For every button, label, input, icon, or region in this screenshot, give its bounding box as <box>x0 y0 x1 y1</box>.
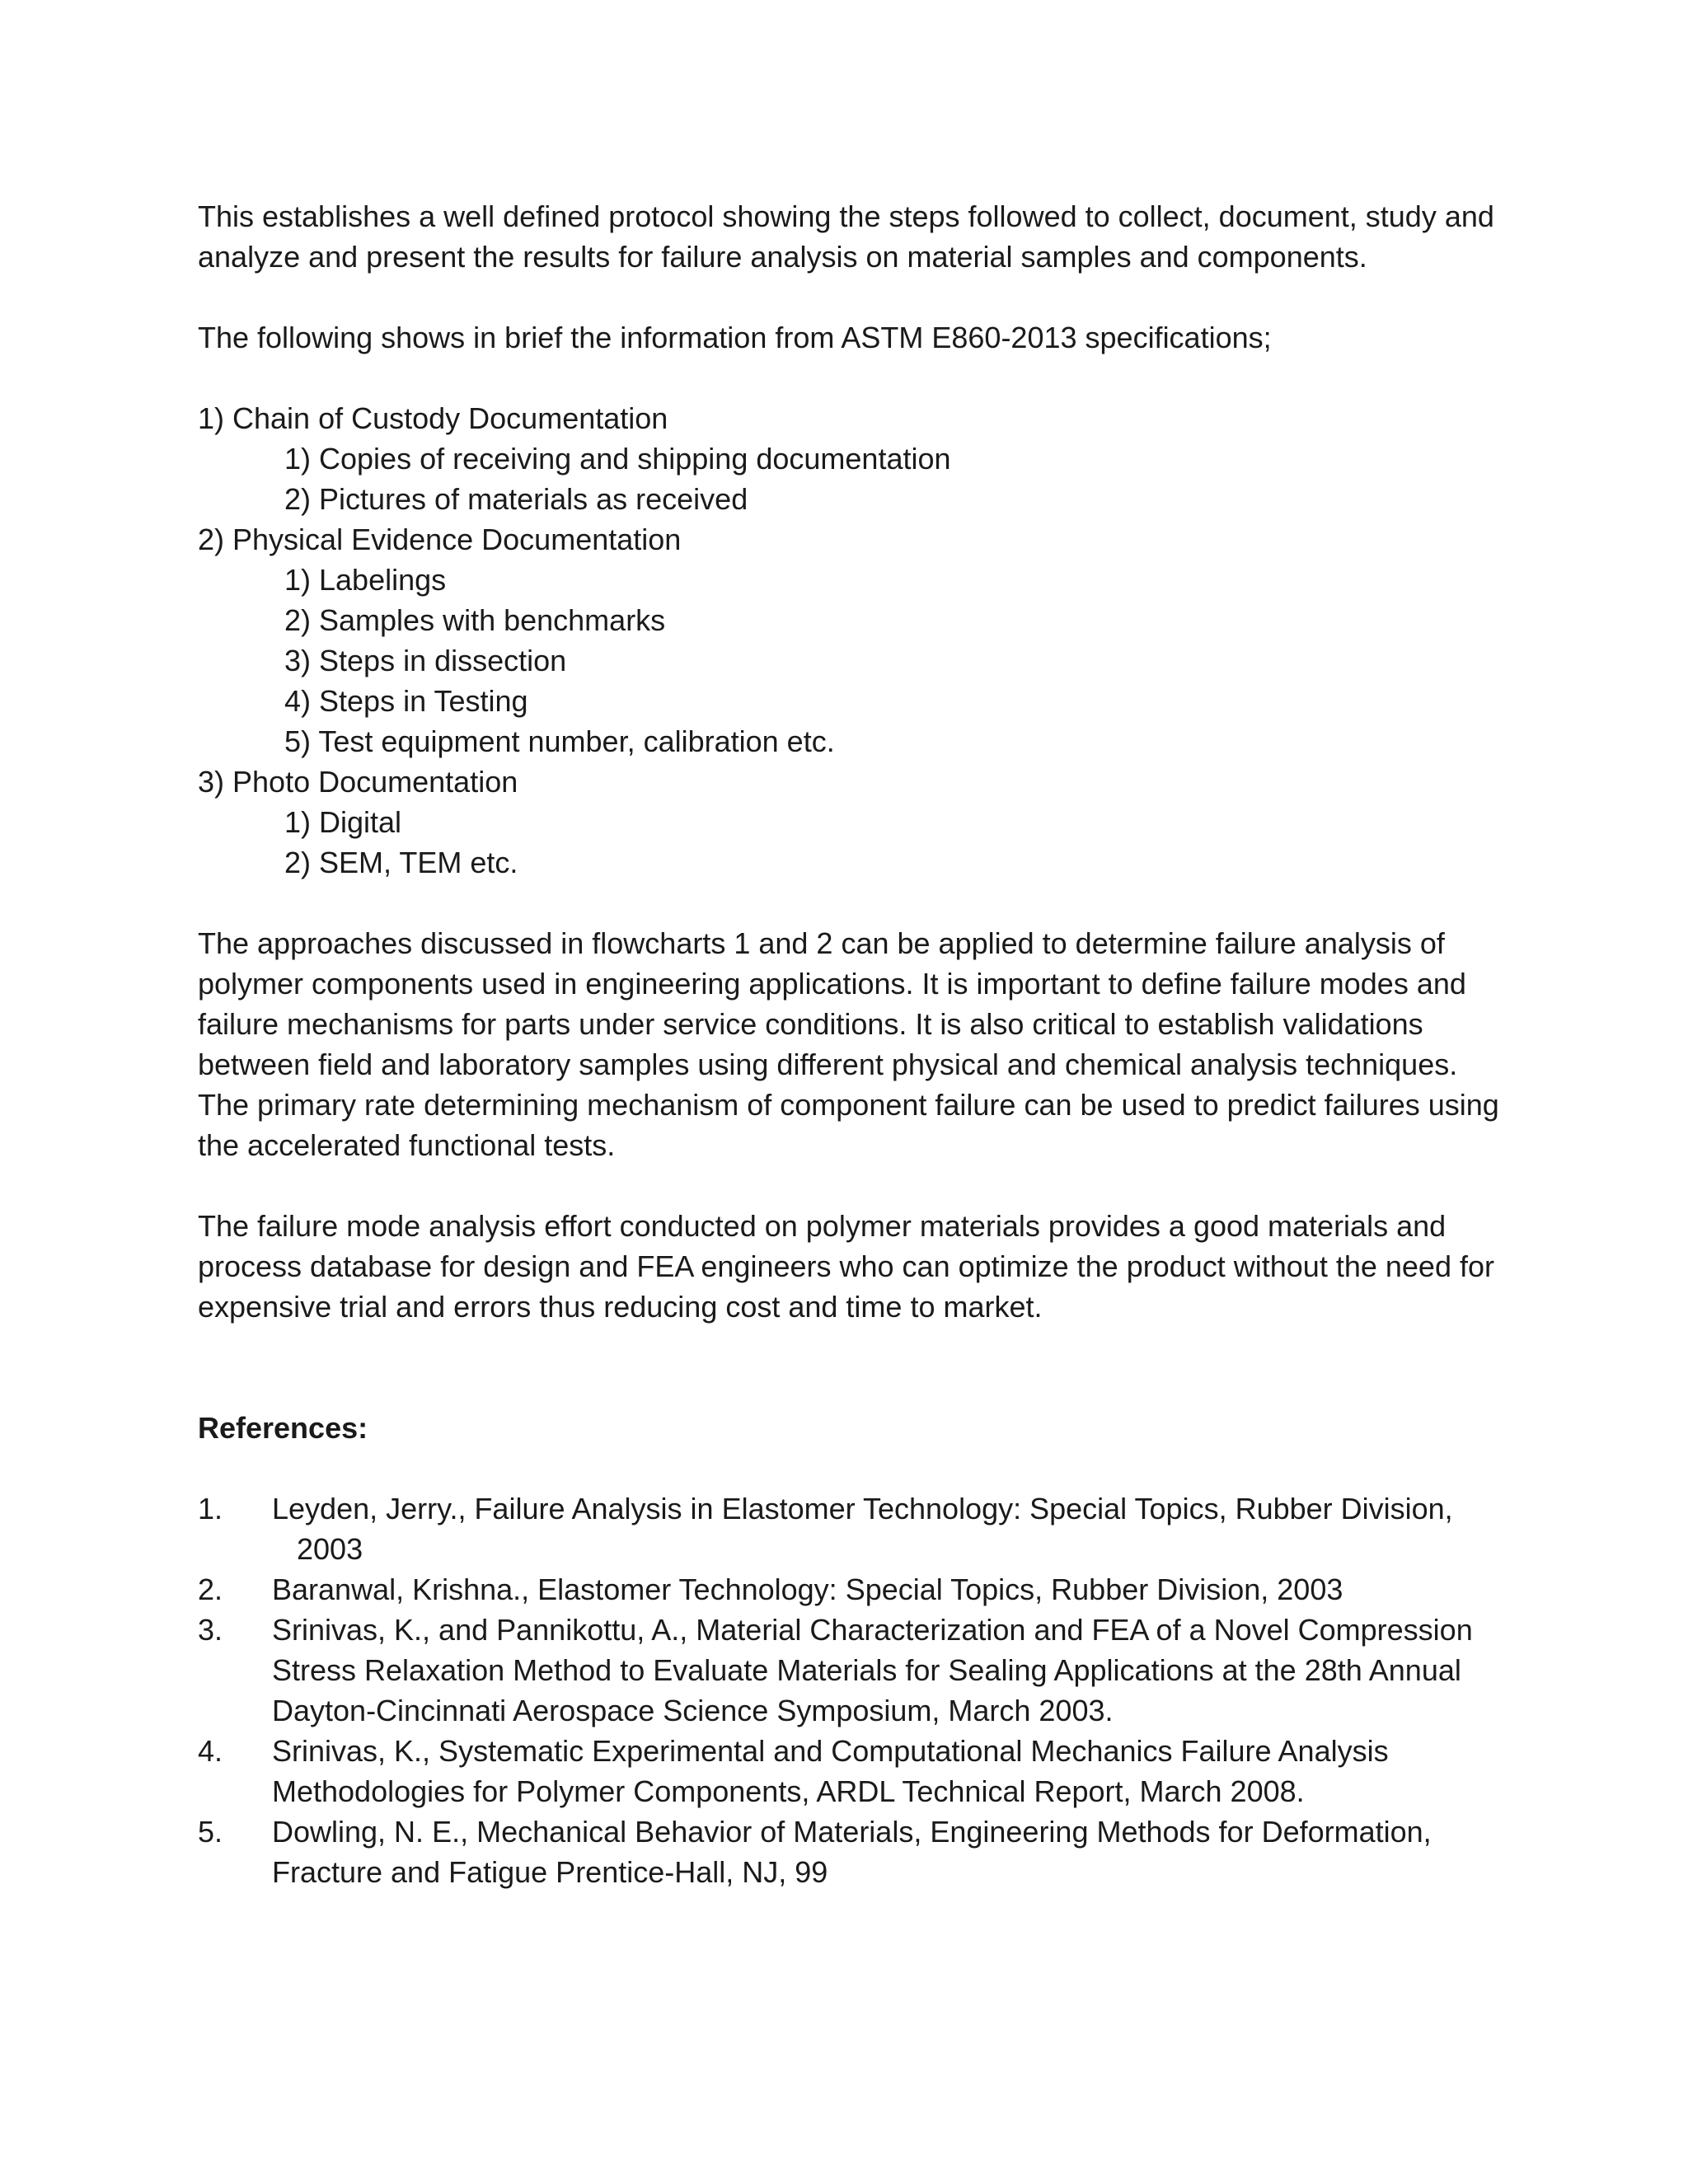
outline-item: 1) Digital <box>284 805 402 839</box>
outline-section-physical-evidence: 2) Physical Evidence Documentation <box>198 523 682 556</box>
references-list <box>198 1488 1500 1892</box>
reference-text: Dowling, N. E., Mechanical Behavior of Materials, Engineering Methods for Deformation, Fracture and Fatigue Prentice-Hall, NJ, 99 <box>272 1815 1432 1889</box>
reference-item <box>198 1610 1500 1731</box>
outline-item: 2) Samples with benchmarks <box>284 603 666 637</box>
outline-item: 5) Test equipment number, calibration etc. <box>284 724 835 758</box>
reference-item <box>198 1488 1500 1569</box>
outline-item: 3) Steps in dissection <box>284 644 567 677</box>
reference-text: Srinivas, K., Systematic Experimental and Computational Mechanics Failure Analysis Methodologies for Polymer Components, ARDL Technical Report, March 2008. <box>272 1734 1389 1808</box>
failure-mode-paragraph: The failure mode analysis effort conducted on polymer materials provides a good materials and process database for design and FEA engineers who can optimize the product without the need for expensive trial and errors thus reducing cost and time to market. <box>198 1209 1494 1324</box>
reference-number: 5. <box>198 1815 223 1849</box>
reference-number: 3. <box>198 1613 223 1647</box>
reference-text: Baranwal, Krishna., Elastomer Technology: Special Topics, Rubber Division, 2003 <box>272 1572 1343 1606</box>
references-heading: References: <box>198 1411 368 1445</box>
outline-item: 2) Pictures of materials as received <box>284 482 748 516</box>
reference-text: Srinivas, K., and Pannikottu, A., Material Characterization and FEA of a Novel Compression Stress Relaxation Method to Evaluate Materials for Sealing Applications at the 28th Annual Dayton-Cincinnati Aerospace Science Symposium, March 2003. <box>272 1613 1473 1727</box>
reference-text: Leyden, Jerry., Failure Analysis in Elastomer Technology: Special Topics, Rubber Division, 2003 <box>272 1492 1453 1566</box>
reference-item <box>198 1811 1500 1892</box>
outline-item: 1) Labelings <box>284 563 447 597</box>
reference-number: 4. <box>198 1734 223 1768</box>
approaches-paragraph: The approaches discussed in flowcharts 1 and 2 can be applied to determine failure analysis of polymer components used in engineering applications. It is important to define failure modes and failure mechanisms for parts under service conditions. It is also critical to establish validations between field and laboratory samples using different physical and chemical analysis techniques. The primary rate determining mechanism of component failure can be used to predict failures using the accelerated functional tests. <box>198 926 1499 1162</box>
reference-number: 1. <box>198 1492 223 1526</box>
outline-item: 2) SEM, TEM etc. <box>284 846 518 879</box>
documentation-outline <box>198 398 1500 883</box>
outline-section-photo: 3) Photo Documentation <box>198 765 518 799</box>
reference-item <box>198 1731 1500 1811</box>
astm-intro: The following shows in brief the information from ASTM E860-2013 specifications; <box>198 321 1272 354</box>
intro-paragraph: This establishes a well defined protocol showing the steps followed to collect, document, study and analyze and present the results for failure analysis on material samples and components. <box>198 199 1494 274</box>
outline-item: 4) Steps in Testing <box>284 684 528 718</box>
outline-section-chain-of-custody: 1) Chain of Custody Documentation <box>198 401 668 435</box>
outline-item: 1) Copies of receiving and shipping documentation <box>284 442 951 476</box>
document-page <box>198 196 1500 1892</box>
reference-number: 2. <box>198 1572 223 1606</box>
reference-item <box>198 1569 1500 1610</box>
